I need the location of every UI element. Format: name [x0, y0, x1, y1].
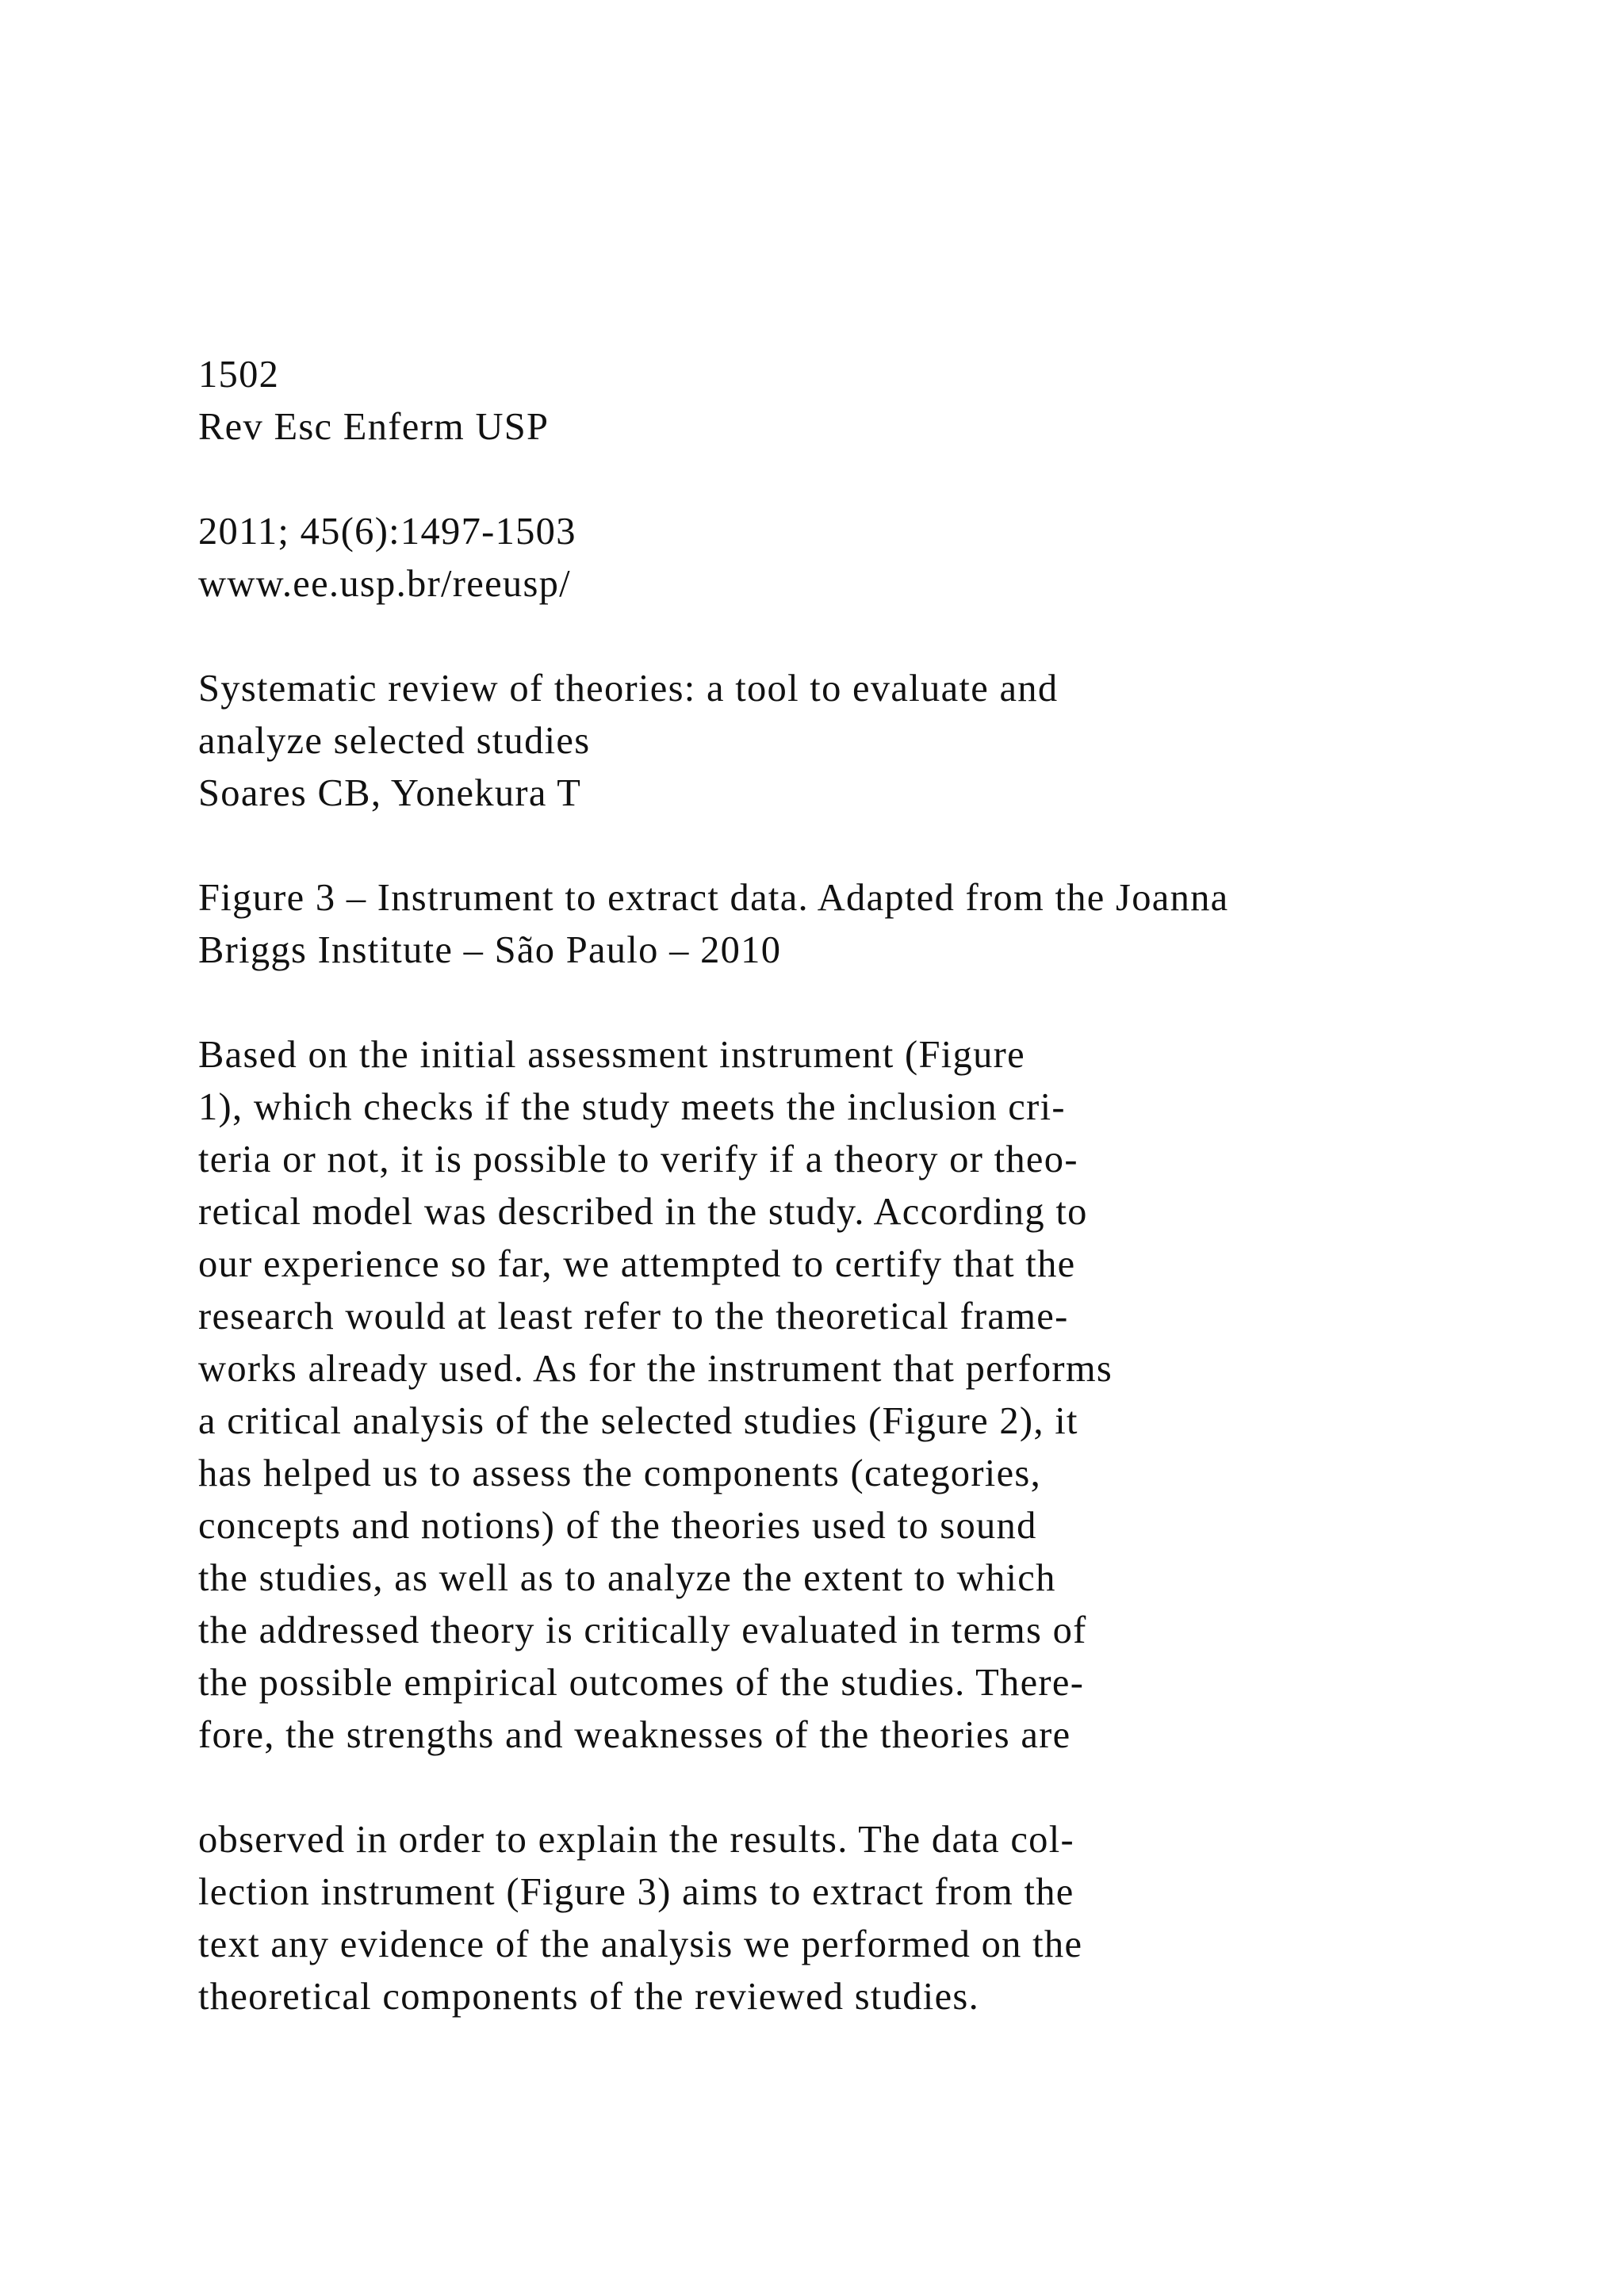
- body-line: teria or not, it is possible to verify if a theory or theo-: [198, 1138, 1078, 1181]
- body-line: concepts and notions) of the theories used to sound: [198, 1505, 1037, 1547]
- body-line: fore, the strengths and weaknesses of the theories are: [198, 1714, 1071, 1756]
- body-line: Based on the initial assessment instrument (Figure: [198, 1034, 1025, 1076]
- body-line: our experience so far, we attempted to certify that the: [198, 1243, 1076, 1285]
- body-line: 1), which checks if the study meets the inclusion cri-: [198, 1086, 1066, 1128]
- body-line: the studies, as well as to analyze the extent to which: [198, 1557, 1056, 1599]
- journal-url: www.ee.usp.br/reeusp/: [198, 563, 571, 605]
- document-text: [198, 349, 1594, 2023]
- body-line: observed in order to explain the results. The data col-: [198, 1819, 1074, 1861]
- spacer: [198, 977, 1594, 1029]
- page-number: 1502: [198, 354, 280, 396]
- body-line: works already used. As for the instrument that performs: [198, 1348, 1113, 1390]
- article-title-line: Systematic review of theories: a tool to evaluate and: [198, 668, 1059, 710]
- body-line: a critical analysis of the selected studies (Figure 2), it: [198, 1400, 1078, 1442]
- body-line: research would at least refer to the theoretical frame-: [198, 1295, 1069, 1337]
- article-authors: Soares CB, Yonekura T: [198, 772, 582, 814]
- body-line: the possible empirical outcomes of the studies. There-: [198, 1662, 1085, 1704]
- spacer: [198, 1762, 1594, 1814]
- journal-name: Rev Esc Enferm USP: [198, 406, 550, 448]
- journal-citation: 2011; 45(6):1497-1503: [198, 511, 576, 553]
- body-line: text any evidence of the analysis we performed on the: [198, 1923, 1083, 1965]
- article-title-line: analyze selected studies: [198, 720, 591, 762]
- figure-caption-line: Briggs Institute – São Paulo – 2010: [198, 929, 782, 971]
- body-line: has helped us to assess the components (categories,: [198, 1452, 1041, 1494]
- spacer: [198, 610, 1594, 663]
- figure-caption-line: Figure 3 – Instrument to extract data. Adapted from the Joanna: [198, 877, 1229, 919]
- body-line: retical model was described in the study. According to: [198, 1191, 1088, 1233]
- body-line: theoretical components of the reviewed studies.: [198, 1976, 979, 2018]
- spacer: [198, 453, 1594, 506]
- body-line: the addressed theory is critically evaluated in terms of: [198, 1609, 1087, 1651]
- body-line: lection instrument (Figure 3) aims to extract from the: [198, 1871, 1074, 1913]
- spacer: [198, 820, 1594, 872]
